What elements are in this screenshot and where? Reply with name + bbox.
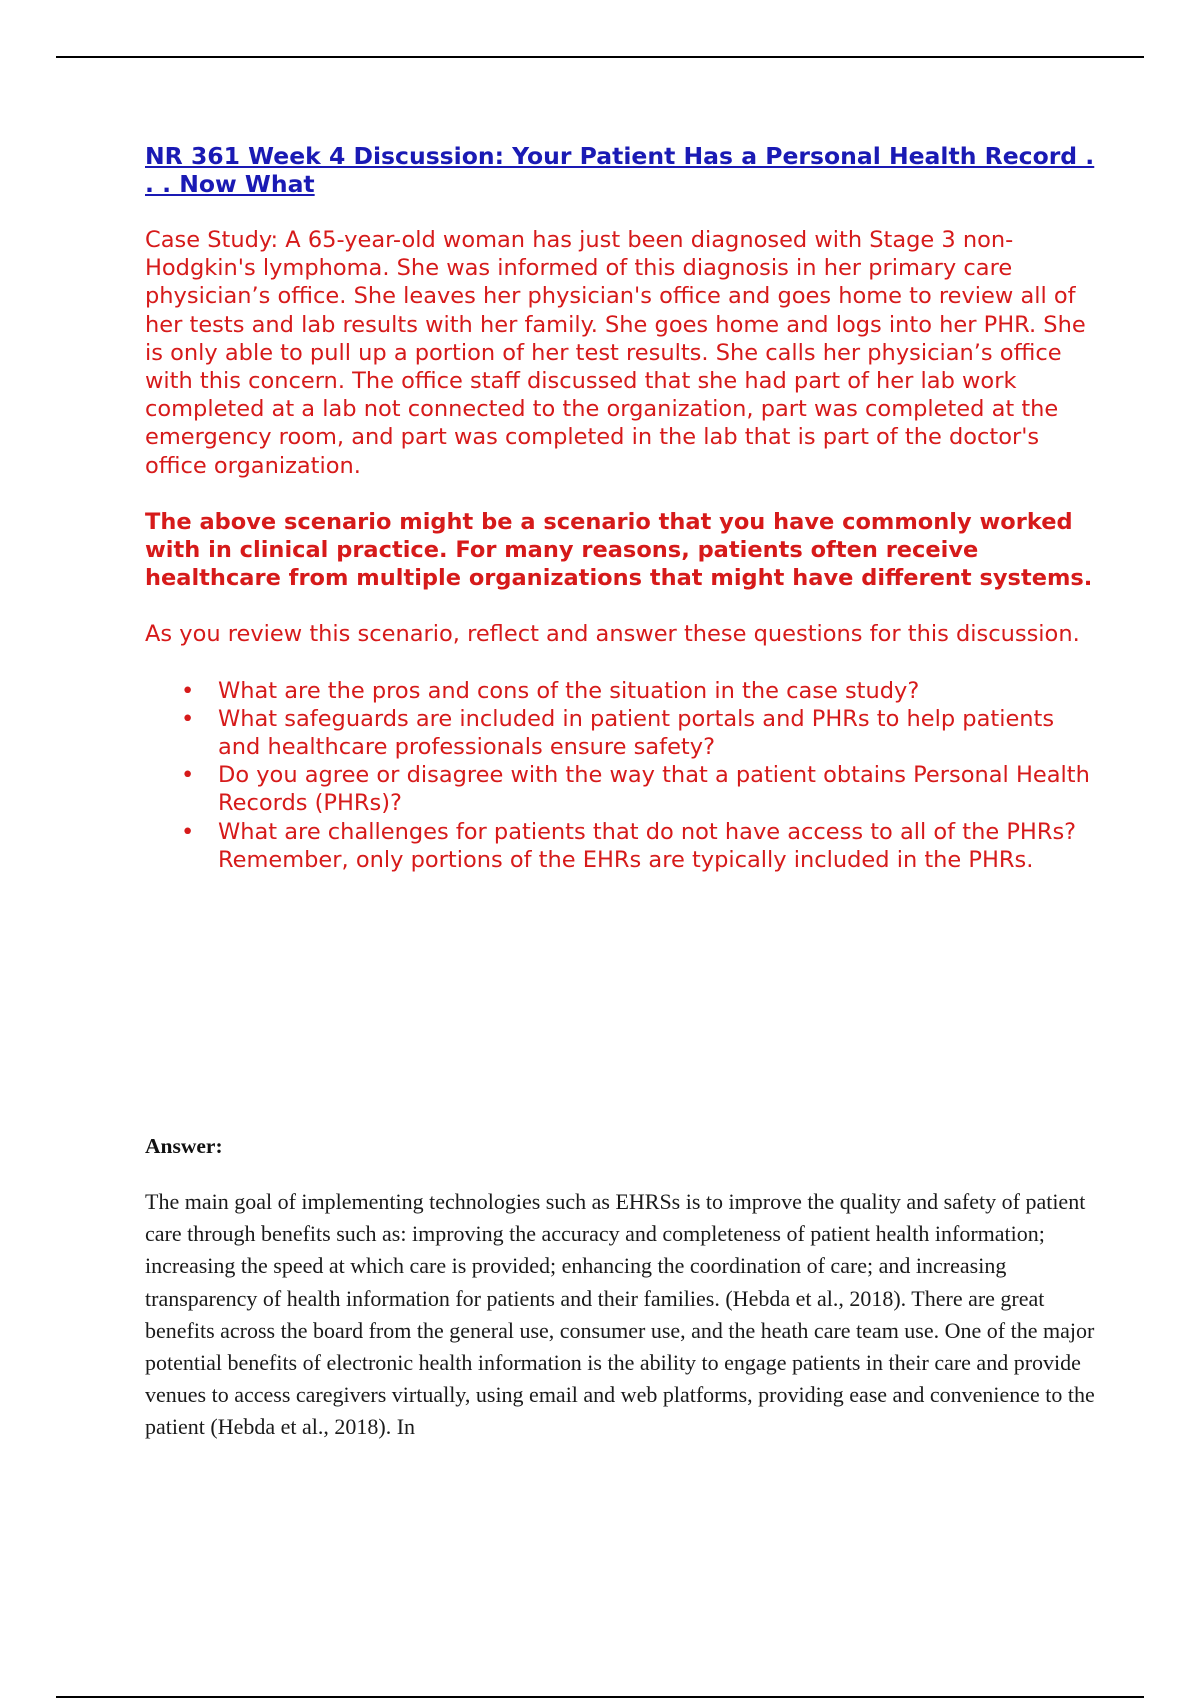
question-text: What safeguards are included in patient portals and PHRs to help patients and healthcare professionals ensure safety?: [218, 705, 1055, 761]
question-text: Do you agree or disagree with the way that a patient obtains Personal Health Records (PHRs)?: [218, 762, 1090, 817]
answer-section: [145, 1132, 1095, 1444]
question-item: [181, 705, 1095, 761]
discussion-prompt: [145, 142, 1095, 874]
bullet-icon: •: [181, 677, 195, 704]
emphasis-paragraph: The above scenario might be a scenario that you have commonly worked with in clinical practice. For many reasons, patients often receive healthcare from multiple organizations that might have different systems.: [145, 508, 1093, 592]
question-item: [181, 818, 1095, 874]
question-item: [181, 761, 1095, 817]
case-study-paragraph: Case Study: A 65-year-old woman has just been diagnosed with Stage 3 non-Hodgkin's lymphoma. She was informed of this diagnosis in her primary care physician’s office. She leaves her physician's office and goes home to review all of her tests and lab results with her family. She goes home and logs into her PHR. She is only able to pull up a portion of her test results. She calls her physician’s office with this concern. The office staff discussed that she had part of her lab work completed at a lab not connected to the organization, part was completed at the emergency room, and part was completed in the lab that is part of the doctor's office organization.: [145, 227, 1086, 479]
answer-heading: Answer:: [145, 1134, 223, 1158]
document-title-link[interactable]: NR 361 Week 4 Discussion: Your Patient Has a Personal Health Record . . . Now What: [145, 142, 1095, 198]
instructions-paragraph: As you review this scenario, reflect and answer these questions for this discussion.: [145, 621, 1080, 648]
footer-rule: [56, 1696, 1144, 1698]
bullet-icon: •: [181, 705, 195, 732]
bullet-icon: •: [181, 818, 195, 845]
question-text: What are the pros and cons of the situation in the case study?: [218, 677, 920, 704]
bullet-icon: •: [181, 762, 195, 789]
question-text: What are challenges for patients that do not have access to all of the PHRs? Remember, only portions of the EHRs are typically included in the PHRs.: [218, 818, 1077, 873]
answer-body-paragraph: The main goal of implementing technologies such as EHRSs is to improve the quality and safety of patient care through benefits such as: improving the accuracy and completeness of patient health information; increasing the speed at which care is provided; enhancing the coordination of care; and increasing transparency of health information for patients and their families. (Hebda et al., 2018). There are great benefits across the board from the general use, consumer use, and the heath care team use. One of the major potential benefits of electronic health information is the ability to engage patients in their care and provide venues to access caregivers virtually, using email and web platforms, providing ease and convenience to the patient (Hebda et al., 2018). In: [145, 1189, 1095, 1440]
question-list: [145, 677, 1095, 874]
question-item: [181, 677, 1095, 705]
header-rule: [56, 56, 1144, 58]
